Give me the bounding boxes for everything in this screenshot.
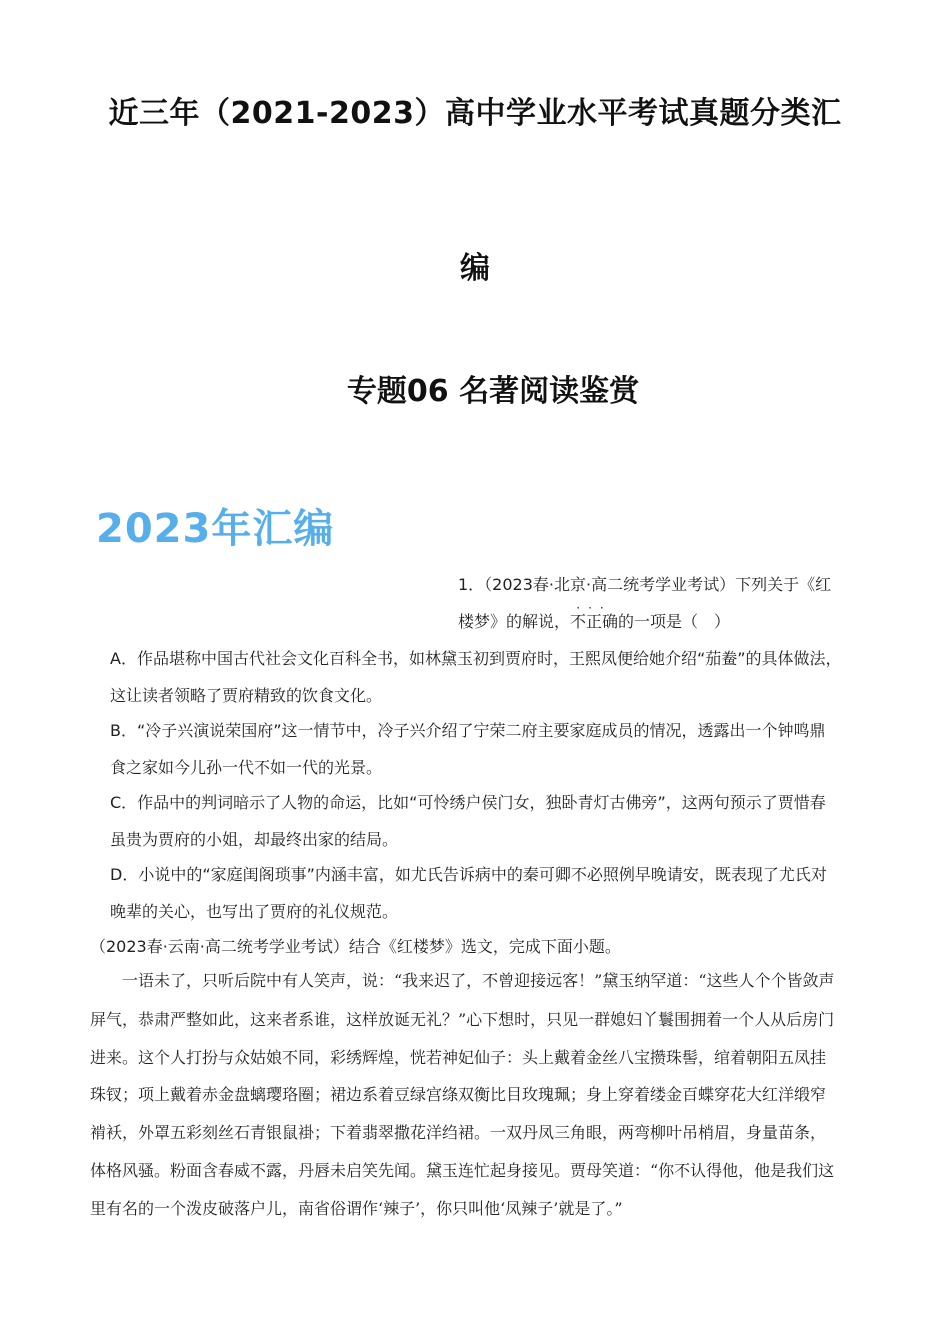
option-b-line1: B．“冷子兴演说荣国府”这一情节中，冷子兴介绍了宁荣二府主要家庭成员的情况，透露出一个钟鸣鼎 — [110, 721, 826, 740]
option-a-line1: A．作品堪称中国古代社会文化百科全书，如林黛玉初到贾府时，王熙凤便给她介绍“茄鲞”的具体做法， — [110, 649, 842, 668]
emphasis-dots: ··· — [576, 601, 612, 615]
emphasis-text — [570, 601, 619, 631]
question1-stem-post: 的一项是（ ） — [618, 612, 731, 631]
year-section-banner: 2023年汇编 — [96, 506, 335, 552]
option-b-line2: 食之家如今儿孙一代不如一代的光景。 — [110, 758, 383, 777]
option-c-line2: 虽贵为贾府的小姐，却最终出家的结局。 — [110, 830, 399, 849]
passage-line: 褃袄，外罩五彩刻丝石青银鼠褂；下着翡翠撒花洋绉裙。一双丹凤三角眼，两弯柳叶吊梢眉，身量苗条， — [90, 1123, 827, 1142]
option-d-line2: 晚辈的关心，也写出了贾府的礼仪规范。 — [110, 902, 399, 921]
passage-line: 里有名的一个泼皮破落户儿，南省俗谓作‘辣子’，你只叫他‘凤辣子’就是了。” — [90, 1199, 623, 1218]
emphasis-word: 不正确 — [570, 612, 619, 631]
question1-stem-line1: 1．（2023春·北京·高二统考学业考试）下列关于《红 — [458, 575, 832, 594]
passage-line: 进来。这个人打扮与众姑娘不同，彩绣辉煌，恍若神妃仙子：头上戴着金丝八宝攒珠髻，绾着朝阳五凤挂 — [90, 1048, 827, 1067]
document-title-line1: 近三年（2021-2023）高中学业水平考试真题分类汇 — [108, 96, 842, 131]
passage-line: 屏气，恭肃严整如此，这来者系谁，这样放诞无礼？”心下想时，只见一群媳妇丫鬟围拥着一个人从后房门 — [90, 1010, 835, 1029]
passage-line: 一语未了，只听后院中有人笑声，说：“我来迟了，不曾迎接远客！”黛玉纳罕道：“这些人个个皆敛声 — [90, 971, 835, 990]
passage-line: 珠钗；项上戴着赤金盘螭璎珞圈；裙边系着豆绿宫绦双衡比目玫瑰珮；身上穿着缕金百蝶穿花大红洋缎窄 — [90, 1085, 827, 1104]
option-d-line1: D．小说中的“家庭闺阁琐事”内涵丰富，如尤氏告诉病中的秦可卿不必照例早晚请安，既表现了尤氏对 — [110, 865, 827, 884]
topic-subtitle: 专题06 名著阅读鉴赏 — [346, 374, 640, 409]
passage-line: 体格风骚。粉面含春威不露，丹唇未启笑先闻。黛玉连忙起身接见。贾母笑道：“你不认得他，他是我们这 — [90, 1161, 835, 1180]
question1-stem-line2 — [458, 601, 731, 632]
question-group-header: （2023春·云南·高二统考学业考试）结合《红楼梦》选文，完成下面小题。 — [90, 937, 621, 956]
option-c-line1: C．作品中的判词暗示了人物的命运，比如“可怜绣户侯门女，独卧青灯古佛旁”，这两句预示了贾惜春 — [110, 793, 826, 812]
document-title-line2: 编 — [460, 251, 490, 286]
option-a-line2: 这让读者领略了贾府精致的饮食文化。 — [110, 686, 383, 705]
question1-stem-pre: 楼梦》的解说， — [458, 612, 571, 631]
